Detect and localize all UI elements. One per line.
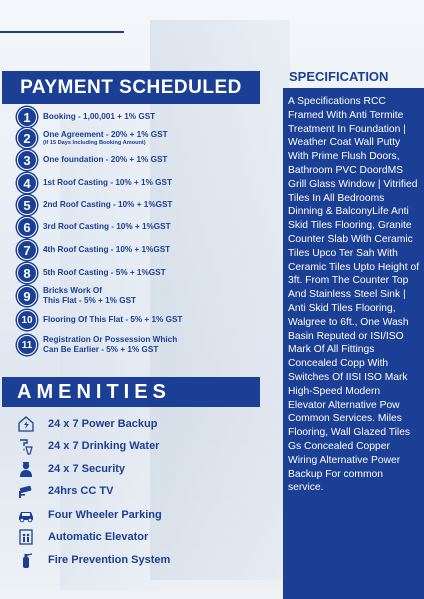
payment-item-note: (If 15 Days Including Booking Amount) xyxy=(43,139,146,146)
specification-panel xyxy=(283,64,424,599)
payment-scheduled-header: PAYMENT SCHEDULED xyxy=(2,71,260,104)
security-icon xyxy=(16,459,36,479)
payment-item-text-line2: Can Be Earlier - 5% + 1% GST xyxy=(43,345,159,354)
drinking-water-icon xyxy=(16,436,36,456)
power-backup-icon xyxy=(16,414,36,434)
amenity-item xyxy=(16,481,113,501)
step-number: 9 xyxy=(17,286,37,306)
step-number: 11 xyxy=(17,335,37,355)
payment-item-text: 1st Roof Casting - 10% + 1% GST xyxy=(43,178,172,187)
amenity-label: Fire Prevention System xyxy=(48,554,171,566)
payment-item xyxy=(17,286,136,306)
amenities-header: AMENITIES xyxy=(2,377,260,407)
amenity-item xyxy=(16,414,157,434)
payment-item xyxy=(17,195,172,215)
cctv-icon xyxy=(16,481,36,501)
payment-item xyxy=(17,128,168,148)
amenity-label: 24 x 7 Drinking Water xyxy=(48,440,160,452)
payment-item-text: 2nd Roof Casting - 10% + 1%GST xyxy=(43,200,173,209)
top-accent-line xyxy=(0,31,124,33)
payment-item-text: 3rd Roof Casting - 10% + 1%GST xyxy=(43,222,171,231)
amenity-item xyxy=(16,550,170,570)
amenity-item xyxy=(16,459,125,479)
step-number: 6 xyxy=(17,217,37,237)
payment-item xyxy=(17,335,177,355)
step-number: 2 xyxy=(17,128,37,148)
step-number: 10 xyxy=(17,310,37,330)
payment-item-text: 5th Roof Casting - 5% + 1%GST xyxy=(43,268,166,277)
amenity-label: 24 x 7 Power Backup xyxy=(48,418,158,430)
step-number: 8 xyxy=(17,263,37,283)
specification-title: SPECIFICATION xyxy=(289,68,389,84)
amenity-item xyxy=(16,505,162,525)
payment-item-text: Registration Or Possession Which xyxy=(43,335,178,344)
payment-item-text: 4th Roof Casting - 10% + 1%GST xyxy=(43,245,171,254)
payment-item-text: Flooring Of This Flat - 5% + 1% GST xyxy=(43,315,183,324)
payment-item xyxy=(17,263,166,283)
step-number: 4 xyxy=(17,173,37,193)
payment-item-text: Bricks Work Of xyxy=(43,286,102,295)
payment-item xyxy=(17,240,170,260)
step-number: 3 xyxy=(17,150,37,170)
payment-item-text: Booking - 1,00,001 + 1% GST xyxy=(43,112,156,121)
step-number: 7 xyxy=(17,240,37,260)
payment-item xyxy=(17,217,171,237)
step-number: 5 xyxy=(17,195,37,215)
elevator-icon xyxy=(16,527,36,547)
payment-item xyxy=(17,173,172,193)
amenity-item xyxy=(16,436,159,456)
amenity-label: 24 x 7 Security xyxy=(48,463,126,475)
amenity-label: 24hrs CC TV xyxy=(48,485,114,497)
payment-item xyxy=(17,107,155,127)
payment-item-text: One foundation - 20% + 1% GST xyxy=(43,155,168,164)
amenity-label: Automatic Elevator xyxy=(48,531,149,543)
amenity-item xyxy=(16,527,148,547)
specification-text: A Specifications RCC Framed With Anti Termite Treatment In Foundation | Weather Coat Wall Putty With Prime Flush Doors, Bathroom PVC DoordMS Grill Glass Window | Vitrified Tiles In All Bedrooms Dinning & BalconyLife Anti Skid Tiles Flooring, Granite Counter Slab With Ceramic Tiles Upco Ter Sah With Ceramic Tiles Upto Height of 3ft. From The Counter Top And Stainless Steel Sink | Anti Skid Tiles Flooring, Walgree to 6ft., One Wash Basin Reputed or ISI/ISO Mark Of All Fittings Concealed Copp With Switches Of IISI ISO Mark High-Speed Modern Elevator Alternative Pow Common Services. Miles Flooring, Wall Glazed Tiles Gs Concealed Copper Wiring Alternative Power Backup For common service. xyxy=(283,88,424,599)
payment-item xyxy=(17,310,182,330)
amenity-label: Four Wheeler Parking xyxy=(48,509,162,521)
car-icon xyxy=(16,505,36,525)
fire-extinguisher-icon xyxy=(16,550,36,570)
payment-item-text: One Agreement - 20% + 1% GST xyxy=(43,129,168,139)
payment-item-text-line2: This Flat - 5% + 1% GST xyxy=(43,296,137,305)
payment-item xyxy=(17,150,167,170)
step-number: 1 xyxy=(17,107,37,127)
